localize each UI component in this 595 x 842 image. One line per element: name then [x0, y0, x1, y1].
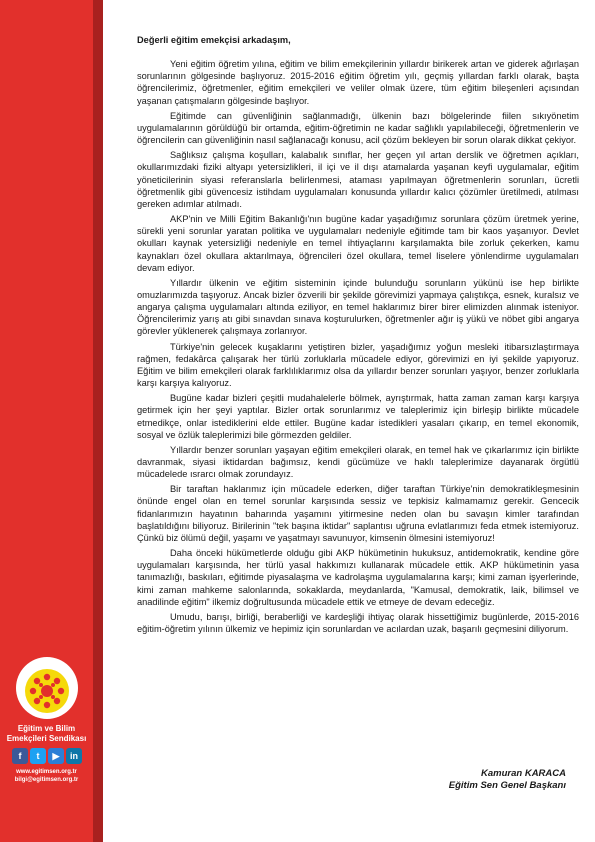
paragraph: Sağlıksız çalışma koşulları, kalabalık sınıflar, her geçen yıl artan derslik ve öğretmen açıkları, okullarımızdaki fiziki altyapı yetersizlikleri, il içi ve il dışı atamalarda yaşanan keyfi uygulamalar, eğitim yöneticilerinin siyasi referanslarla belirlenmesi, ataması yapılmayan öğretmenlerin sorunları, ücretli öğretmenlik gibi güvencesiz istihdam uygulamaları konusunda yıllardır kalıcı çözümler üretilmedi, atılması gereken adımlar atılmadı. [137, 150, 579, 209]
signature-block [449, 768, 566, 792]
paragraph: Yeni eğitim öğretim yılına, eğitim ve bilim emekçilerinin yıllardır birikerek artan ve giderek ağırlaşan sorunlarının gölgesinde başlıyoruz. 2015-2016 eğitim öğretim yılı, geçmiş yıllardan farklı olarak, başta öğrencilerimiz, öğretmenler, eğitim emekçileri ve veliler olmak üzere, tüm eğitim bileşenleri açısından yaşanan çatışmaların gölgesinde başlıyor. [137, 59, 579, 106]
website-link[interactable]: www.egitimsen.org.tr [16, 769, 77, 775]
egitim-sen-logo [14, 655, 80, 721]
contact-links [0, 768, 93, 784]
sidebar-stripe [93, 0, 103, 842]
paragraph: Bugüne kadar bizleri çeşitli mudahalelerle bölmek, ayrıştırmak, hatta zaman zaman karşı karşıya getirmek için her şeyi yaptılar. Bizler ortak sorunlarımız ve taleplerimiz için birleşip birlikte mücadele etmedikçe, onlar istediklerini elde ettiler. Bugüne kadar istedikleri yasaları çıkarıp, en temel ekonomik, sosyal ve özlük taleplerimizi bile görmezden geldiler. [137, 393, 579, 440]
greeting: Değerli eğitim emekçisi arkadaşım, [137, 35, 291, 45]
union-name-line-1: Eğitim ve Bilim [17, 724, 76, 733]
paragraph: Yıllardır ülkenin ve eğitim sisteminin içinde bulunduğu sorunların yükünü ise hep birlikte omuzlarımızda taşıyoruz. Ancak bizler özverili bir şekilde görevimizi yapmaya çalıştıkça, esnek, kuralsız ve angarya çalışma uygulamaları altında eziliyor, en temel haklarımız birer birer elimizden alınmak isteniyor. Öğrencilerimiz yarış atı gibi sınavdan sınava koşturulurken, öğretmenler ağır iş yükü ve nöbet gibi angarya görevler yüklenerek çalışmaya zorlanıyor. [137, 277, 579, 337]
paragraph: Yıllardır benzer sorunları yaşayan eğitim emekçileri olarak, en temel hak ve çıkarlarımız için birlikte davranmak, siyasi iktidardan bağımsız, kendi gücümüze ve haklı taleplerimize dayanarak örgütlü mücadelede ısrarcı olmak zorundayız. [137, 444, 579, 480]
union-name [0, 724, 93, 744]
youtube-icon[interactable]: ▶ [48, 748, 64, 764]
signature-name: Kamuran KARACA [481, 768, 566, 779]
paragraph: Daha önceki hükümetlerde olduğu gibi AKP hükümetinin hukuksuz, antidemokratik, kendine göre uygulamaları karşısında, her türlü yasal hakkımızı kullanarak mücadele ettik. AKP hükümetinin yasa tanımazlığı, baskıları, eğitimde piyasalaşma ve kadrolaşma uygulamalarına karşı; kimi zaman işyerlerinde, kimi zaman mahkeme salonlarında, sokaklarda, meydanlarda, "Kamusal, demokratik, laik, bilimsel ve anadilinde eğitim" ilkemiz doğrultusunda mücadele ettik ve etmeye de devam edeceğiz. [137, 548, 579, 607]
social-icons [12, 748, 82, 764]
twitter-icon[interactable]: t [30, 748, 46, 764]
paragraph: AKP'nin ve Milli Eğitim Bakanlığı'nın bugüne kadar yaşadığımız sorunlara çözüm üretmek yerine, sürekli yeni sorunlar yaratan politika ve uygulamaları nedeniyle eğitimde tam bir kaos yaşanıyor. Devlet okulları kaynak yetersizliği nedeniyle en temel ihtiyaçlarını karşılamakta bile zorluk çekerken, kamu kaynakları özel okullara aktarılmaya, öğrencileri özel okullara, temel liselere yönlendirme uygulamaları devam ediyor. [137, 214, 579, 273]
linkedin-icon[interactable]: in [66, 748, 82, 764]
paragraph: Bir taraftan haklarımız için mücadele ederken, diğer taraftan Türkiye'nin demokratikleşmesinin önünde engel olan en temel sorunlar karşısında sessiz ve tepkisiz kalmamamız gerekir. Gencecik fidanlarımızın hayatının baharında yaşamını yitirmesine neden olan bu savaşın kimler tarafından başlatıldığını biliyoruz. Birilerinin "tek başına iktidar" saplantısı uğruna evlatlarımızı feda etmek istemiyoruz. Çünkü biz ölümü değil, yaşamı ve yaşatmayı savunuyor, kimsenin ölmesini istemiyoruz! [137, 484, 579, 543]
email-link[interactable]: bilgi@egitimsen.org.tr [14, 777, 79, 783]
paragraph: Umudu, barışı, birliği, beraberliği ve kardeşliği ihtiyaç olarak hissettiğimiz bugünlerde, 2015-2016 eğitim-öğretim yılının ülkemiz ve hepimiz için sorunlardan ve acılardan uzak, başarılı geçmesini diliyorum. [137, 611, 579, 635]
signature-title: Eğitim Sen Genel Başkanı [448, 780, 566, 791]
letter-body [137, 34, 579, 638]
facebook-icon[interactable]: f [12, 748, 28, 764]
paragraph: Türkiye'nin gelecek kuşaklarını yetiştiren bizler, yaşadığımız yoğun mesleki itibarsızlaştırmaya rağmen, fedakârca çalışarak her türlü zorluklarla mücadele ediyor, görevimizi en iyi şekilde yapıyoruz. Eğitim ve bilim emekçileri olarak farklılıklarımız olsa da yıllardır benzer sorunları yaşıyor, benzer zorluklarla karşı karşıya kalıyoruz. [137, 341, 579, 389]
union-name-line-2: Emekçileri Sendikası [6, 734, 87, 743]
paragraph: Eğitimde can güvenliğinin sağlanmadığı, ülkenin bazı bölgelerinde fiilen sıkıyönetim uygulamalarının görüldüğü bir ortamda, eğitim-öğretimin ne kadar sağlıklı yapılabileceği, öğretmenlerin ve öğrencilerin can güvenliğinin nasıl sağlanacağı konusu, acil çözüm bekleyen bir sorun olarak dikkat çekiyor. [137, 110, 579, 146]
